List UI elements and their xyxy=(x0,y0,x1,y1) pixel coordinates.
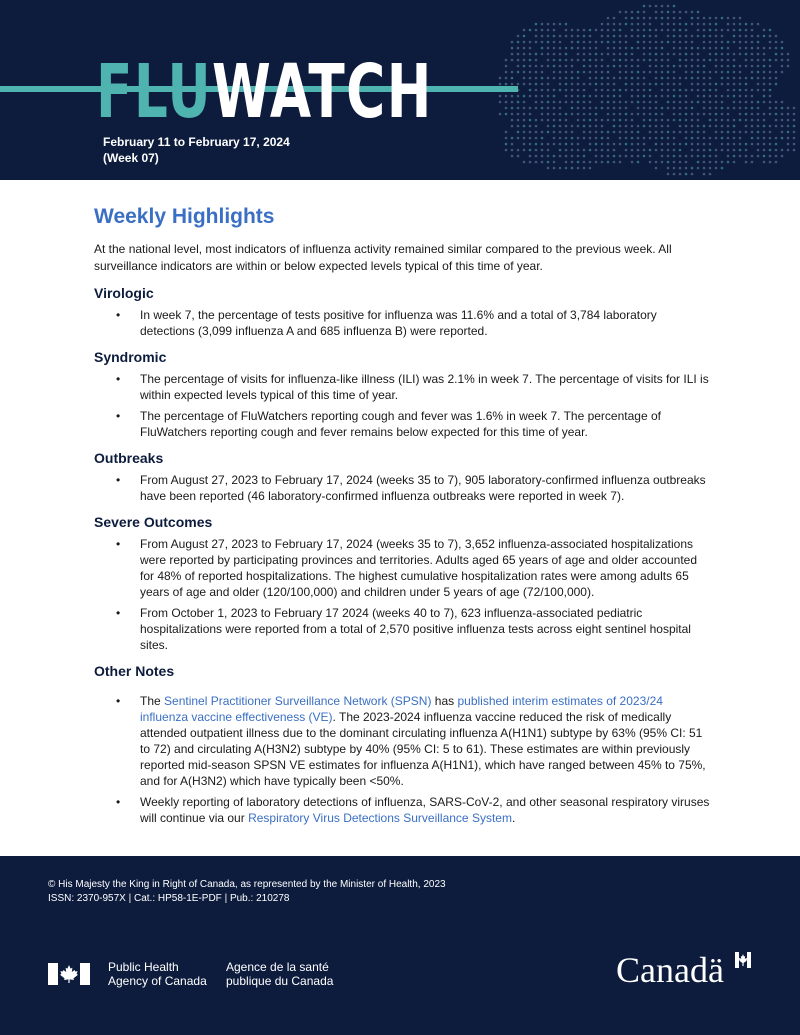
list-item: • The percentage of visits for influenza-like illness (ILI) was 2.1% in week 7. The percentage of visits for ILI is within expected levels typical of this time of year. xyxy=(140,371,714,403)
syndromic-list xyxy=(94,371,714,440)
weekly-highlights xyxy=(94,205,714,831)
list-item: • From August 27, 2023 to February 17, 2024 (weeks 35 to 7), 905 laboratory-confirmed influenza outbreaks have been reported (46 laboratory-confirmed influenza outbreaks were reported in week 7). xyxy=(140,472,714,504)
section-heading-outbreaks: Outbreaks xyxy=(94,450,164,466)
list-item: • The percentage of FluWatchers reporting cough and fever was 1.6% in week 7. The percentage of FluWatchers reporting cough and fever remains below expected for this time of year. xyxy=(140,408,714,440)
header-banner xyxy=(0,0,800,180)
outbreaks-list xyxy=(94,472,714,504)
spsn-link[interactable]: Sentinel Practitioner Surveillance Network (SPSN) xyxy=(164,694,432,708)
publication-ids: ISSN: 2370-957X | Cat.: HP58-1E-PDF | Pub.: 210278 xyxy=(48,893,290,904)
copyright-line: © His Majesty the King in Right of Canada, as represented by the Minister of Health, 2023 xyxy=(48,879,446,890)
week-number: (Week 07) xyxy=(103,151,159,165)
note-text: The xyxy=(140,694,165,708)
note-text: . xyxy=(511,811,516,825)
note-text: . The 2023-2024 influenza vaccine reduced the risk of medically attended outpatient illness due to the dominant circulating influenza A(H1N1) subtype by 63% (95% CI: 51 to 72) and circulating A(H3N2) subtype by 40% (95% CI: 5 to 61). These estimates are within previously reported mid-season SPSN VE estimates for influenza A(H1N1), which have ranged between 45% to 75%, and for A(H3N2) which have typically been <50%. xyxy=(140,710,706,788)
date-range: February 11 to February 17, 2024 xyxy=(103,135,290,149)
report-period xyxy=(103,134,290,166)
logo-watch-text: WATCH xyxy=(212,49,433,135)
agency-en-line: Public Health xyxy=(108,960,179,974)
list-item: • In week 7, the percentage of tests positive for influenza was 11.6% and a total of 3,784 laboratory detections (3,099 influenza A and 685 influenza B) were reported. xyxy=(140,307,714,339)
agency-name-french xyxy=(226,960,333,988)
virologic-list xyxy=(94,307,714,339)
section-heading-severe-outcomes: Severe Outcomes xyxy=(94,514,213,530)
canada-wordmark: Canadä xyxy=(616,950,724,990)
section-heading-other-notes: Other Notes xyxy=(94,663,175,679)
intro-paragraph: At the national level, most indicators of influenza activity remained similar compared to the previous week. All surveillance indicators are within or below expected levels typical of this time of year. xyxy=(94,242,672,273)
agency-fr-line: publique du Canada xyxy=(226,974,334,988)
list-item-weekly-reporting xyxy=(140,794,714,826)
footer xyxy=(0,856,800,1035)
note-text: has xyxy=(431,694,458,708)
note-text: Weekly reporting of laboratory detections of influenza, SARS-CoV-2, and other seasonal respiratory viruses will continue via our xyxy=(140,795,710,825)
list-item: • From August 27, 2023 to February 17, 2024 (weeks 35 to 7), 3,652 influenza-associated hospitalizations were reported by participating provinces and territories. Adults aged 65 years of age and older accounted for 48% of reported hospitalizations. The highest cumulative hospitalization rates were among adults 65 years of age and older (120/100,000) and children under 5 years of age (72/100,000). xyxy=(140,536,714,600)
respiratory-virus-detections-link[interactable]: Respiratory Virus Detections Surveillance System xyxy=(248,811,512,825)
agency-name-english xyxy=(108,960,207,988)
list-item: • From October 1, 2023 to February 17 2024 (weeks 40 to 7), 623 influenza-associated pediatric hospitalizations were reported from a total of 2,570 positive influenza tests across eight sentinel hospital sites. xyxy=(140,605,714,653)
section-heading-virologic: Virologic xyxy=(94,285,154,301)
list-item-vaccine-effectiveness xyxy=(140,693,714,789)
section-heading-syndromic: Syndromic xyxy=(94,349,167,365)
canada-flag-icon xyxy=(48,963,90,985)
wordmark-flag-icon xyxy=(735,952,751,968)
severe-outcomes-list xyxy=(94,536,714,653)
other-notes-list xyxy=(94,693,714,826)
agency-fr-line: Agence de la santé xyxy=(226,960,329,974)
page-title: Weekly Highlights xyxy=(94,205,275,228)
fluwatch-logo xyxy=(96,49,564,135)
copyright xyxy=(48,878,446,906)
logo-flu-text: FLU xyxy=(96,49,213,135)
agency-en-line: Agency of Canada xyxy=(108,974,207,988)
vaccine-effectiveness-link[interactable]: published interim estimates of 2023/24 influenza vaccine effectiveness (VE) xyxy=(140,694,663,724)
